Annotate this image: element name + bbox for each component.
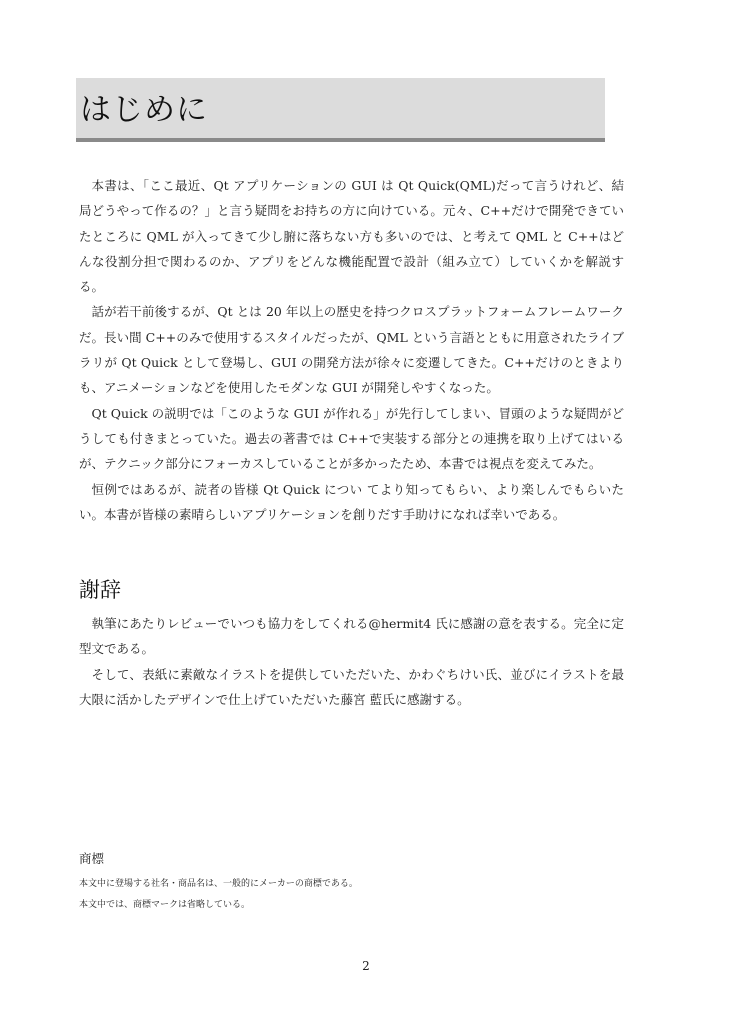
page-number: 2 bbox=[362, 959, 370, 973]
chapter-header bbox=[76, 78, 605, 142]
intro-paragraph-4: 恒例ではあるが、読者の皆様 Qt Quick につい てより知ってもらい、より楽しんでもらいたい。本書が皆様の素晴らしいアプリケーションを創りだす手助けになれば幸いである。 bbox=[79, 481, 624, 522]
chapter-title: はじめに bbox=[80, 92, 208, 128]
intro-paragraph-1: 本書は、「ここ最近、Qt アプリケーションの GUI は Qt Quick(QML)だって言うけれど、結局どうやって作るの？」と言う疑問をお持ちの方に向けている。元々、C++だけで開発できていたところに QML が入ってきて少し腑に落ちない方も多いのでは、と考えて QML と C++はどんな役割分担で関わるのか、アプリをどんな機能配置で設計（組み立て）していくかを解説する。 bbox=[79, 178, 624, 295]
trademark-line-1: 本文中に登場する社名・商品名は、一般的にメーカーの商標である。 bbox=[79, 879, 358, 889]
trademark-heading: 商標 bbox=[79, 851, 105, 866]
acknowledgments-title: 謝辞 bbox=[79, 578, 121, 602]
acknowledgments-section bbox=[79, 611, 624, 712]
trademark-line-2: 本文中では、商標マークは省略している。 bbox=[79, 900, 251, 910]
intro-paragraph-2: 話が若干前後するが、Qt とは 20 年以上の歴史を持つクロスプラットフォームフレームワークだ。長い間 C++のみで使用するスタイルだったが、QML という言語とともに用意されたライブラリが Qt Quick として登場し、GUI の開発方法が徐々に変遷してきた。C++だけのときよりも、アニメーションなどを使用したモダンな GUI が開発しやすくなった。 bbox=[79, 304, 624, 396]
acknowledgments-paragraph-2: そして、表紙に素敵なイラストを提供していただいた、かわぐちけい氏、並びにイラストを最大限に活かしたデザインで仕上げていただいた藤宮 藍氏に感謝する。 bbox=[79, 666, 624, 707]
intro-paragraph-3: Qt Quick の説明では「このような GUI が作れる」が先行してしまい、冒頭のような疑問がどうしても付きまとっていた。過去の著書では C++で実装する部分との連携を取り上げてはいるが、テクニック部分にフォーカスしていることが多かったため、本書では視点を変えてみた。 bbox=[79, 405, 624, 472]
acknowledgments-paragraph-1: 執筆にあたりレビューでいつも協力をしてくれる@hermit4 氏に感謝の意を表する。完全に定型文である。 bbox=[79, 616, 624, 657]
trademark-notes bbox=[79, 874, 358, 916]
intro-section bbox=[79, 173, 624, 527]
